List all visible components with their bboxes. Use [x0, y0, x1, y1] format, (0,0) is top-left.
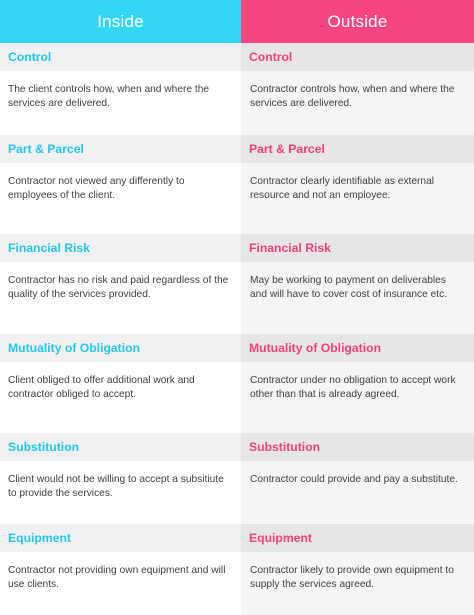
outside-label-equipment: Equipment — [241, 524, 474, 552]
outside-label-substitution: Substitution — [241, 433, 474, 461]
inside-section-financial-risk — [0, 234, 241, 334]
outside-label-part-parcel: Part & Parcel — [241, 135, 474, 163]
inside-text-equipment: Contractor not providing own equipment and will use clients. — [8, 565, 226, 590]
inside-label-control: Control — [0, 43, 241, 71]
inside-header: Inside — [0, 0, 241, 43]
inside-label-mutuality: Mutuality of Obligation — [0, 334, 241, 362]
inside-label-substitution: Substitution — [0, 433, 241, 461]
outside-text-part-parcel: Contractor clearly identifiable as external resource and not an employee. — [250, 176, 435, 201]
outside-label-mutuality: Mutuality of Obligation — [241, 334, 474, 362]
outside-text-financial-risk: May be working to payment on deliverables and will have to cover cost of insurance etc. — [250, 275, 448, 300]
inside-text-financial-risk: Contractor has no risk and paid regardless of the quality of the services provided. — [8, 275, 229, 300]
inside-text-part-parcel: Contractor not viewed any differently to employees of the client. — [8, 176, 185, 201]
outside-text-control: Contractor controls how, when and where the services are delivered. — [250, 84, 455, 109]
inside-label-equipment: Equipment — [0, 524, 241, 552]
outside-section-control — [241, 43, 474, 135]
inside-section-part-parcel — [0, 135, 241, 234]
outside-text-equipment: Contractor likely to provide own equipment to supply the services agreed. — [250, 565, 454, 590]
outside-section-equipment — [241, 524, 474, 615]
inside-text-substitution: Client would not be willing to accept a subsitiute to provide the services. — [8, 474, 224, 499]
outside-label-control: Control — [241, 43, 474, 71]
outside-label-financial-risk: Financial Risk — [241, 234, 474, 262]
outside-section-substitution — [241, 433, 474, 524]
inside-text-mutuality: Client obliged to offer additional work and contractor obliged to accept. — [8, 375, 195, 400]
inside-text-control: The client controls how, when and where the services are delivered. — [8, 84, 210, 109]
inside-section-mutuality — [0, 334, 241, 433]
outside-section-mutuality — [241, 334, 474, 433]
outside-column — [241, 0, 474, 615]
inside-section-substitution — [0, 433, 241, 524]
inside-label-financial-risk: Financial Risk — [0, 234, 241, 262]
inside-label-part-parcel: Part & Parcel — [0, 135, 241, 163]
outside-text-substitution: Contractor could provide and pay a substitute. — [250, 474, 458, 485]
inside-section-control — [0, 43, 241, 135]
inside-section-equipment — [0, 524, 241, 615]
outside-section-financial-risk — [241, 234, 474, 334]
outside-text-mutuality: Contractor under no obligation to accept work other than that is already agreed. — [250, 375, 456, 400]
outside-header: Outside — [241, 0, 474, 43]
outside-section-part-parcel — [241, 135, 474, 234]
